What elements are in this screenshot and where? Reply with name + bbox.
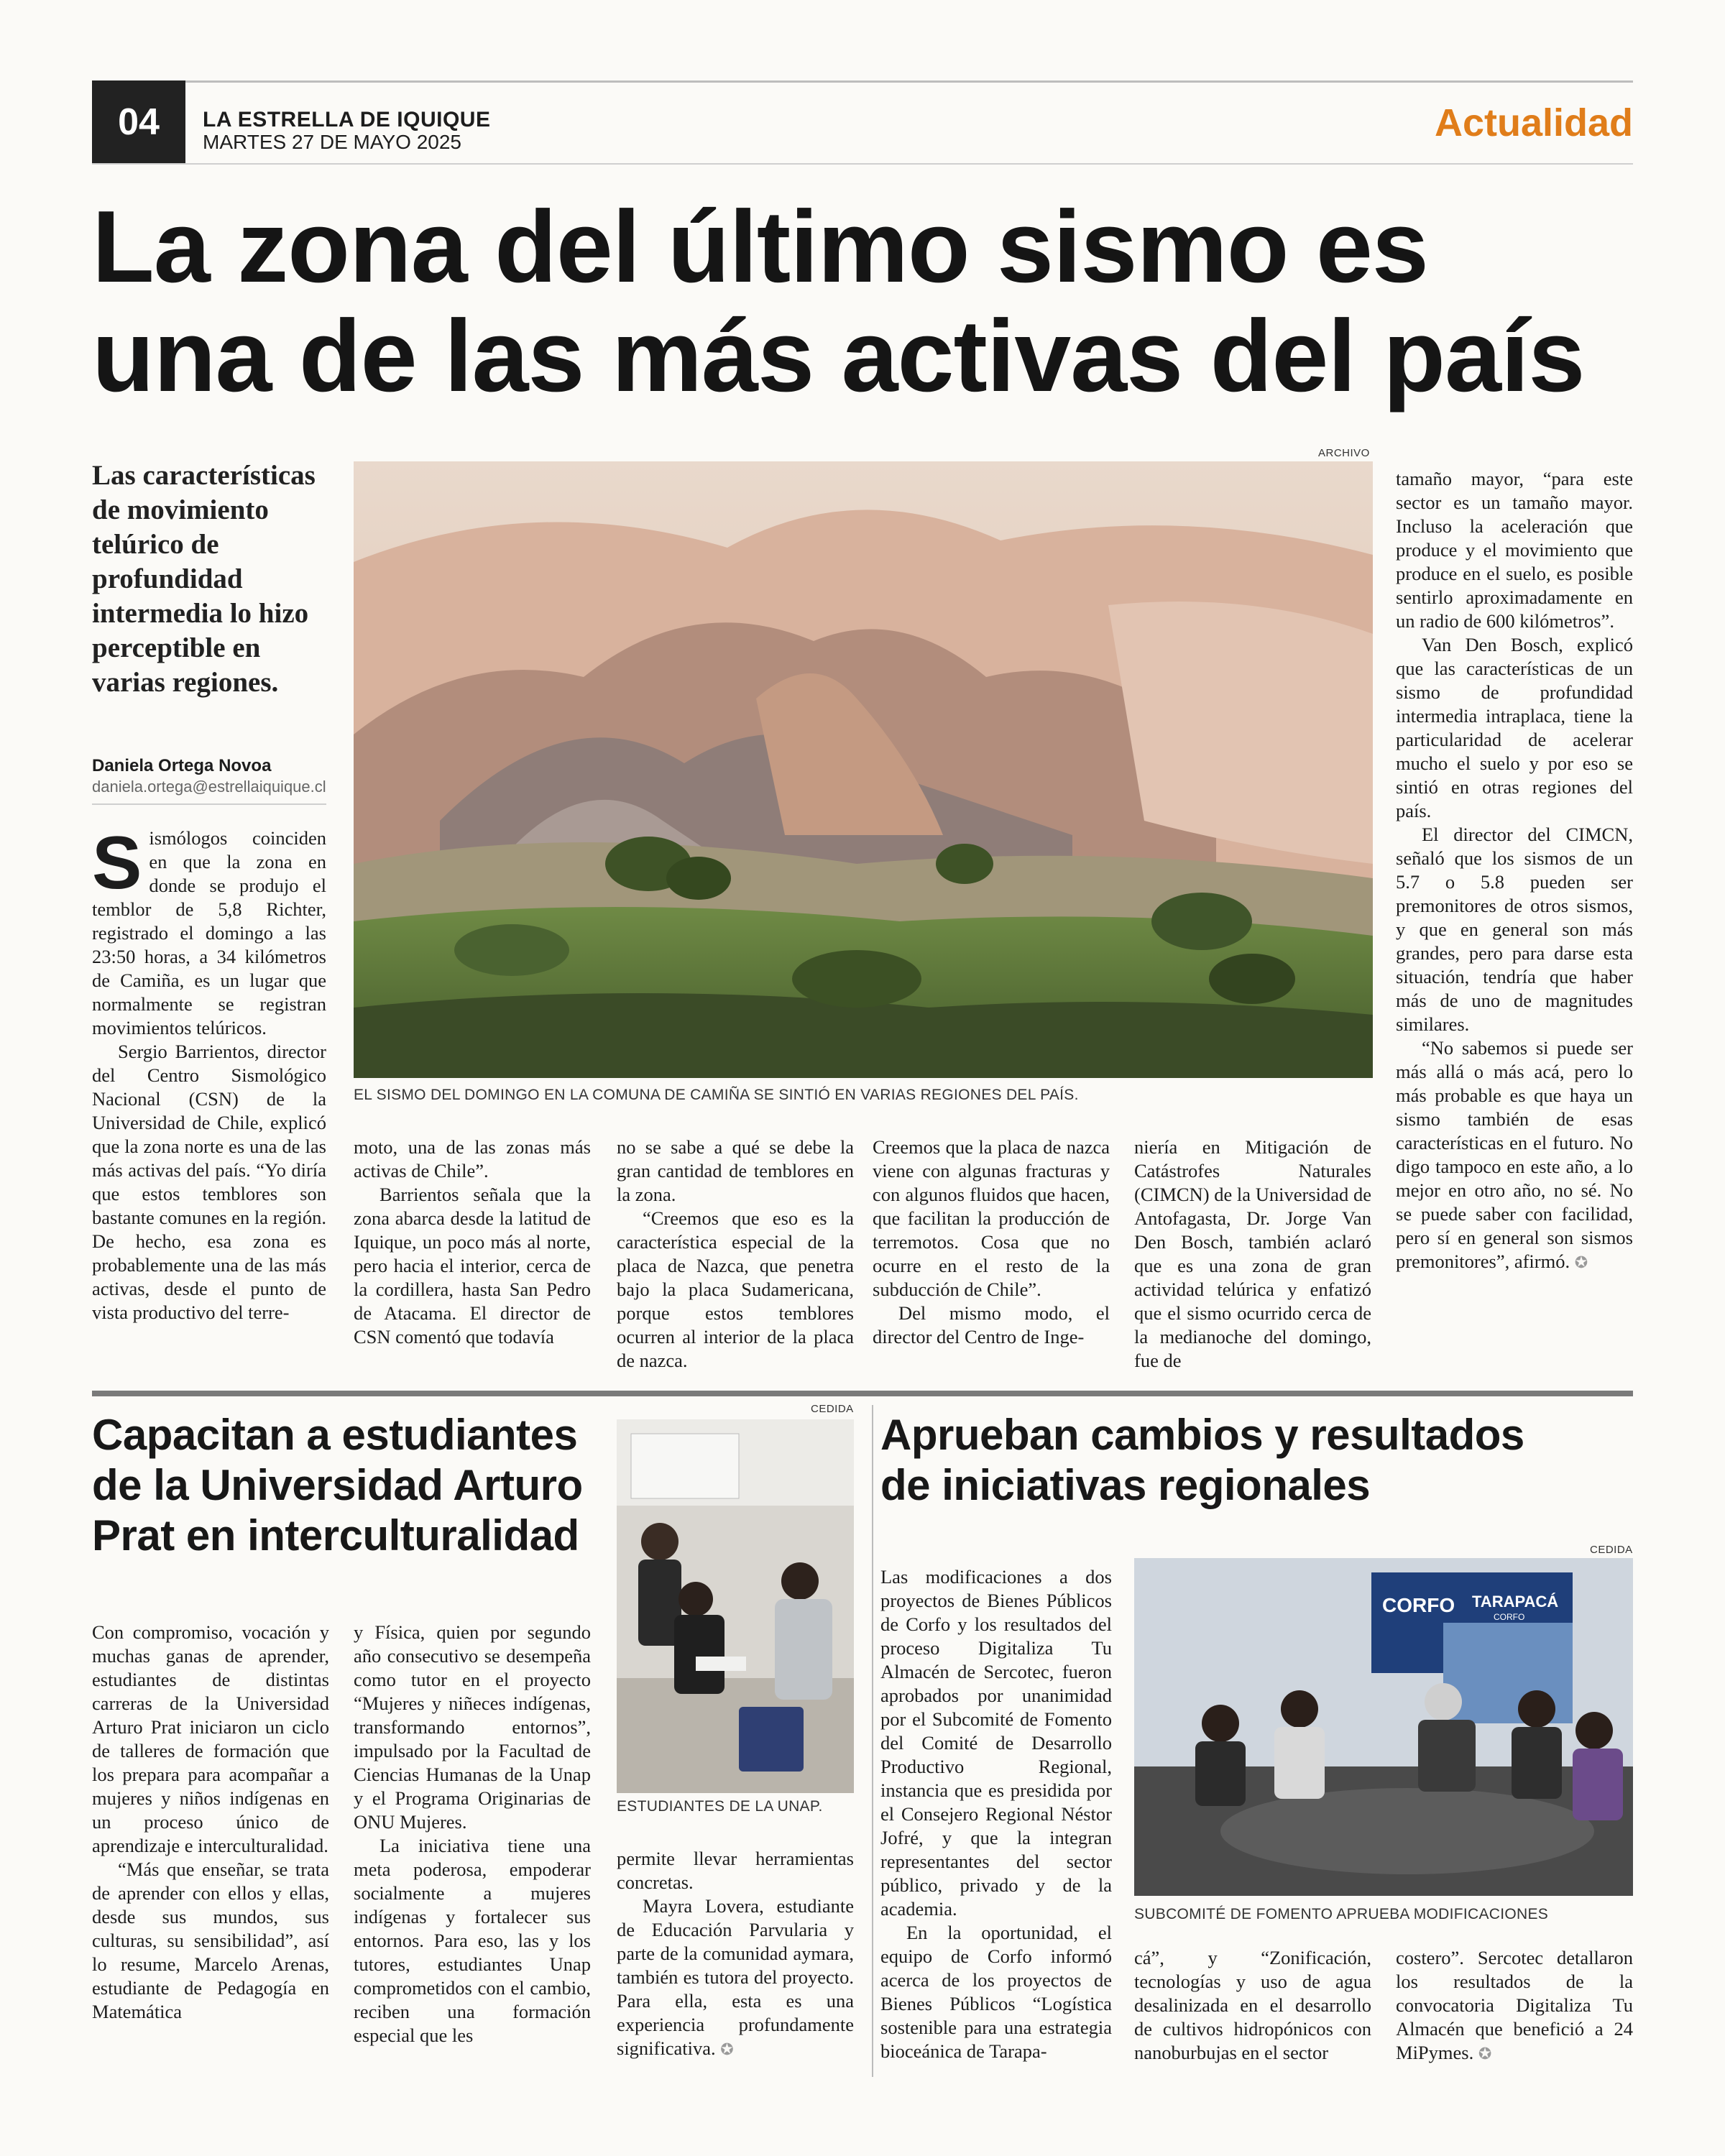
main-column-3 <box>617 1135 854 1373</box>
drop-cap: S <box>92 821 142 905</box>
main-column-6 <box>1396 467 1633 1274</box>
article3-photo-caption: SUBCOMITÉ DE FOMENTO APRUEBA MODIFICACIONES <box>1134 1906 1549 1922</box>
main-photo <box>354 461 1373 1078</box>
banner-corfo-text: CORFO <box>1382 1594 1455 1616</box>
section-separator <box>92 1391 1633 1396</box>
article3-column-1 <box>880 1565 1112 2063</box>
article2-column-3 <box>617 1847 854 2061</box>
main-column-2 <box>354 1135 591 1349</box>
main-headline <box>92 190 1644 413</box>
article3-headline-line-1: Aprueban cambios y resultados <box>880 1411 1524 1459</box>
author-email: daniela.ortega@estrellaiquique.cl <box>92 778 326 796</box>
article3-col1-p2: En la oportunidad, el equipo de Corfo informó acerca de los proyectos de Bienes Públicos “Logística sostenible para una estrategia bioceánica de Tarapa- <box>880 1922 1112 2062</box>
main-column-4 <box>873 1135 1110 1349</box>
students-classroom-image <box>617 1419 854 1793</box>
main-column-5 <box>1134 1135 1371 1373</box>
main-col4-p2: Del mismo modo, el director del Centro de Inge- <box>873 1302 1110 1348</box>
article3-column-2 <box>1134 1946 1371 2065</box>
article2-column-2 <box>354 1621 591 2047</box>
end-mark-icon: ✪ <box>1478 2045 1492 2063</box>
article2-col1-p1: Con compromiso, vocación y muchas ganas de aprender, estudiantes de distintas carreras de la Universidad Arturo Prat iniciaron un ciclo de talleres de formación que los prepara para acompañar a mujeres y niños indígenas en un proceso único de aprendizaje e interculturalidad. <box>92 1621 329 1856</box>
main-col4-p1: Creemos que la placa de nazca viene con algunas fracturas y con algunos fluidos que hacen, que facilitan la producción de terremotos. Cosa que no ocurre en el resto de la subducción de Chile”. <box>873 1136 1110 1300</box>
article2-col1-p2: “Más que enseñar, se trata de aprender con ellos y ellas, desde sus mundos, sus culturas, su sensibilidad”, así lo resume, Marcelo Arenas, estudiante de Pedagogía en Matemática <box>92 1858 329 2022</box>
article2-headline <box>92 1410 610 1561</box>
main-col3-p2: “Creemos que eso es la característica especial de la placa de Nazca, que penetra bajo la placa Sudamericana, porque estos temblores ocurren al interior de la placa de nazca. <box>617 1207 854 1371</box>
article3-headline <box>880 1410 1635 1511</box>
main-col6-p4: “No sabemos si puede ser más allá o más acá, pero lo más probable es que haya un sismo también de esas características en el futuro. No digo tampoco en este año, a lo mejor en otro año, no sé. No se puede saber con facilidad, pero sí en general son sismos premonitores”, afirmó. <box>1396 1037 1633 1272</box>
header-top-rule <box>92 80 1633 83</box>
main-column-1 <box>92 821 326 1325</box>
article2-col3-p1: permite llevar herramientas concretas. <box>617 1848 854 1893</box>
article2-column-1 <box>92 1621 329 2024</box>
article3-col1-p1: Las modificaciones a dos proyectos de Bienes Públicos de Corfo y los resultados del proceso Digitaliza Tu Almacén de Sercotec, fueron aprobados por unanimidad por el Subcomité de Fomento del Comité de Desarrollo Productivo Regional, instancia que es presidida por el Consejero Regional Néstor Jofré, y que la integran representantes del sector público, privado y de la academia. <box>880 1566 1112 1920</box>
end-mark-icon: ✪ <box>720 2040 734 2058</box>
article2-photo-credit: CEDIDA <box>811 1403 854 1415</box>
paper-date: MARTES 27 DE MAYO 2025 <box>203 131 461 153</box>
article2-photo <box>617 1419 854 1793</box>
main-col6-p3: El director del CIMCN, señaló que los sismos de un 5.7 o 5.8 pueden ser premonitores de otros sismos, y que en general son más grandes, pero para darse esta situación, tendría que haber más de uno de magnitudes similares. <box>1396 824 1633 1035</box>
lead-text: Las características de movimiento telúrico de profundidad intermedia lo hizo perceptible en varias regiones. <box>92 460 316 698</box>
article3-photo <box>1134 1558 1633 1896</box>
headline-line-2: una de las más activas del país <box>92 299 1585 413</box>
meeting-room-image <box>1134 1558 1633 1896</box>
article3-headline-line-2: de iniciativas regionales <box>880 1461 1371 1509</box>
page-number: 04 <box>92 80 185 164</box>
end-mark-icon: ✪ <box>1574 1253 1588 1271</box>
main-col1-p1: ismólogos coinciden en que la zona en donde se produjo el temblor de 5,8 Richter, registrado el domingo a las 23:50 horas, a 34 kilómetros de Camiña, es un lugar que normalmente se registran movimientos telúricos. <box>92 827 326 1038</box>
photo-caption: EL SISMO DEL DOMINGO EN LA COMUNA DE CAMIÑA SE SINTIÓ EN VARIAS REGIONES DEL PAÍS. <box>354 1087 1079 1103</box>
banner-small-corfo-text: CORFO <box>1494 1612 1525 1622</box>
article2-headline-line-1: Capacitan a estudiantes <box>92 1411 578 1459</box>
main-col2-p1: moto, una de las zonas más activas de Chile”. <box>354 1136 591 1181</box>
article2-col3-p2: Mayra Lovera, estudiante de Educación Parvularia y parte de la comunidad aymara, también es tutora del proyecto. Para ella, esta es una experiencia profundamente significativa. <box>617 1895 854 2059</box>
mountain-landscape-image <box>354 461 1373 1078</box>
banner-tarapaca-text: TARAPACÁ <box>1472 1593 1559 1611</box>
main-col6-p2: Van Den Bosch, explicó que las características de un sismo de profundidad intermedia intraplaca, tiene la particularidad de acelerar mucho el suelo y por eso se sintió en otras regiones del país. <box>1396 634 1633 821</box>
main-col6-p1: tamaño mayor, “para este sector es un tamaño mayor. Incluso la aceleración que produce y el movimiento que produce en el suelo, es posible sentirlo aproximadamente en un radio de 600 kilómetros”. <box>1396 468 1633 632</box>
article3-col2-p1: cá”, y “Zonificación, tecnologías y uso de agua desalinizada en el desarrollo de cultivos hidropónicos con nanoburbujas en el sector <box>1134 1947 1371 2063</box>
article3-photo-credit: CEDIDA <box>1590 1544 1633 1556</box>
main-col2-p2: Barrientos señala que la zona abarca desde la latitud de Iquique, un poco más al norte, pero hacia el interior, cerca de la cordillera, hasta San Pedro de Atacama. El director de CSN comentó que todavía <box>354 1184 591 1348</box>
header-bottom-rule <box>92 163 1633 165</box>
photo-credit: ARCHIVO <box>1318 447 1370 459</box>
article2-col2-p1: y Física, quien por segundo año consecutivo se desempeña como tutor en el proyecto “Mujeres y niñeces indígenas, transformando entornos”, impulsado por la Facultad de Ciencias Humanas de la Unap y el Programa Originarias de ONU Mujeres. <box>354 1621 591 1833</box>
byline-rule <box>92 803 326 805</box>
article2-headline-line-3: Prat en interculturalidad <box>92 1511 579 1560</box>
paper-name: LA ESTRELLA DE IQUIQUE <box>203 108 491 132</box>
main-col1-p2: Sergio Barrientos, director del Centro Sismológico Nacional (CSN) de la Universidad de Chile, explicó que la zona norte es una de las más activas del país. “Yo diría que estos temblores son bastante comunes en la región. De hecho, esa zona es probablemente una de las más activas, desde el punto de vista productivo del terre- <box>92 1041 326 1323</box>
article2-col2-p2: La iniciativa tiene una meta poderosa, empoderar socialmente a mujeres indígenas y fortalecer sus entornos. Para eso, las y los tutores, estudiantes Unap comprometidos con el cambio, reciben una formación especial que les <box>354 1835 591 2046</box>
section-label: Actualidad <box>1434 101 1633 144</box>
article3-column-3 <box>1396 1946 1633 2065</box>
article2-headline-line-2: de la Universidad Arturo <box>92 1461 583 1509</box>
column-divider <box>872 1405 873 2077</box>
headline-line-1: La zona del último sismo es <box>92 190 1428 304</box>
author-name: Daniela Ortega Novoa <box>92 756 272 775</box>
article3-col3-p1: costero”. Sercotec detallaron los resultados de la convocatoria Digitaliza Tu Almacén que benefició a 24 MiPymes. <box>1396 1947 1633 2063</box>
article2-photo-caption: ESTUDIANTES DE LA UNAP. <box>617 1798 823 1815</box>
main-col3-p1: no se sabe a qué se debe la gran cantidad de temblores en la zona. <box>617 1136 854 1205</box>
main-col5-p1: niería en Mitigación de Catástrofes Naturales (CIMCN) de la Universidad de Antofagasta, Dr. Jorge Van Den Bosch, también aclaró que es una zona de gran actividad telúrica y enfatizó que el sismo ocurrido cerca de la medianoche del domingo, fue de <box>1134 1136 1371 1371</box>
